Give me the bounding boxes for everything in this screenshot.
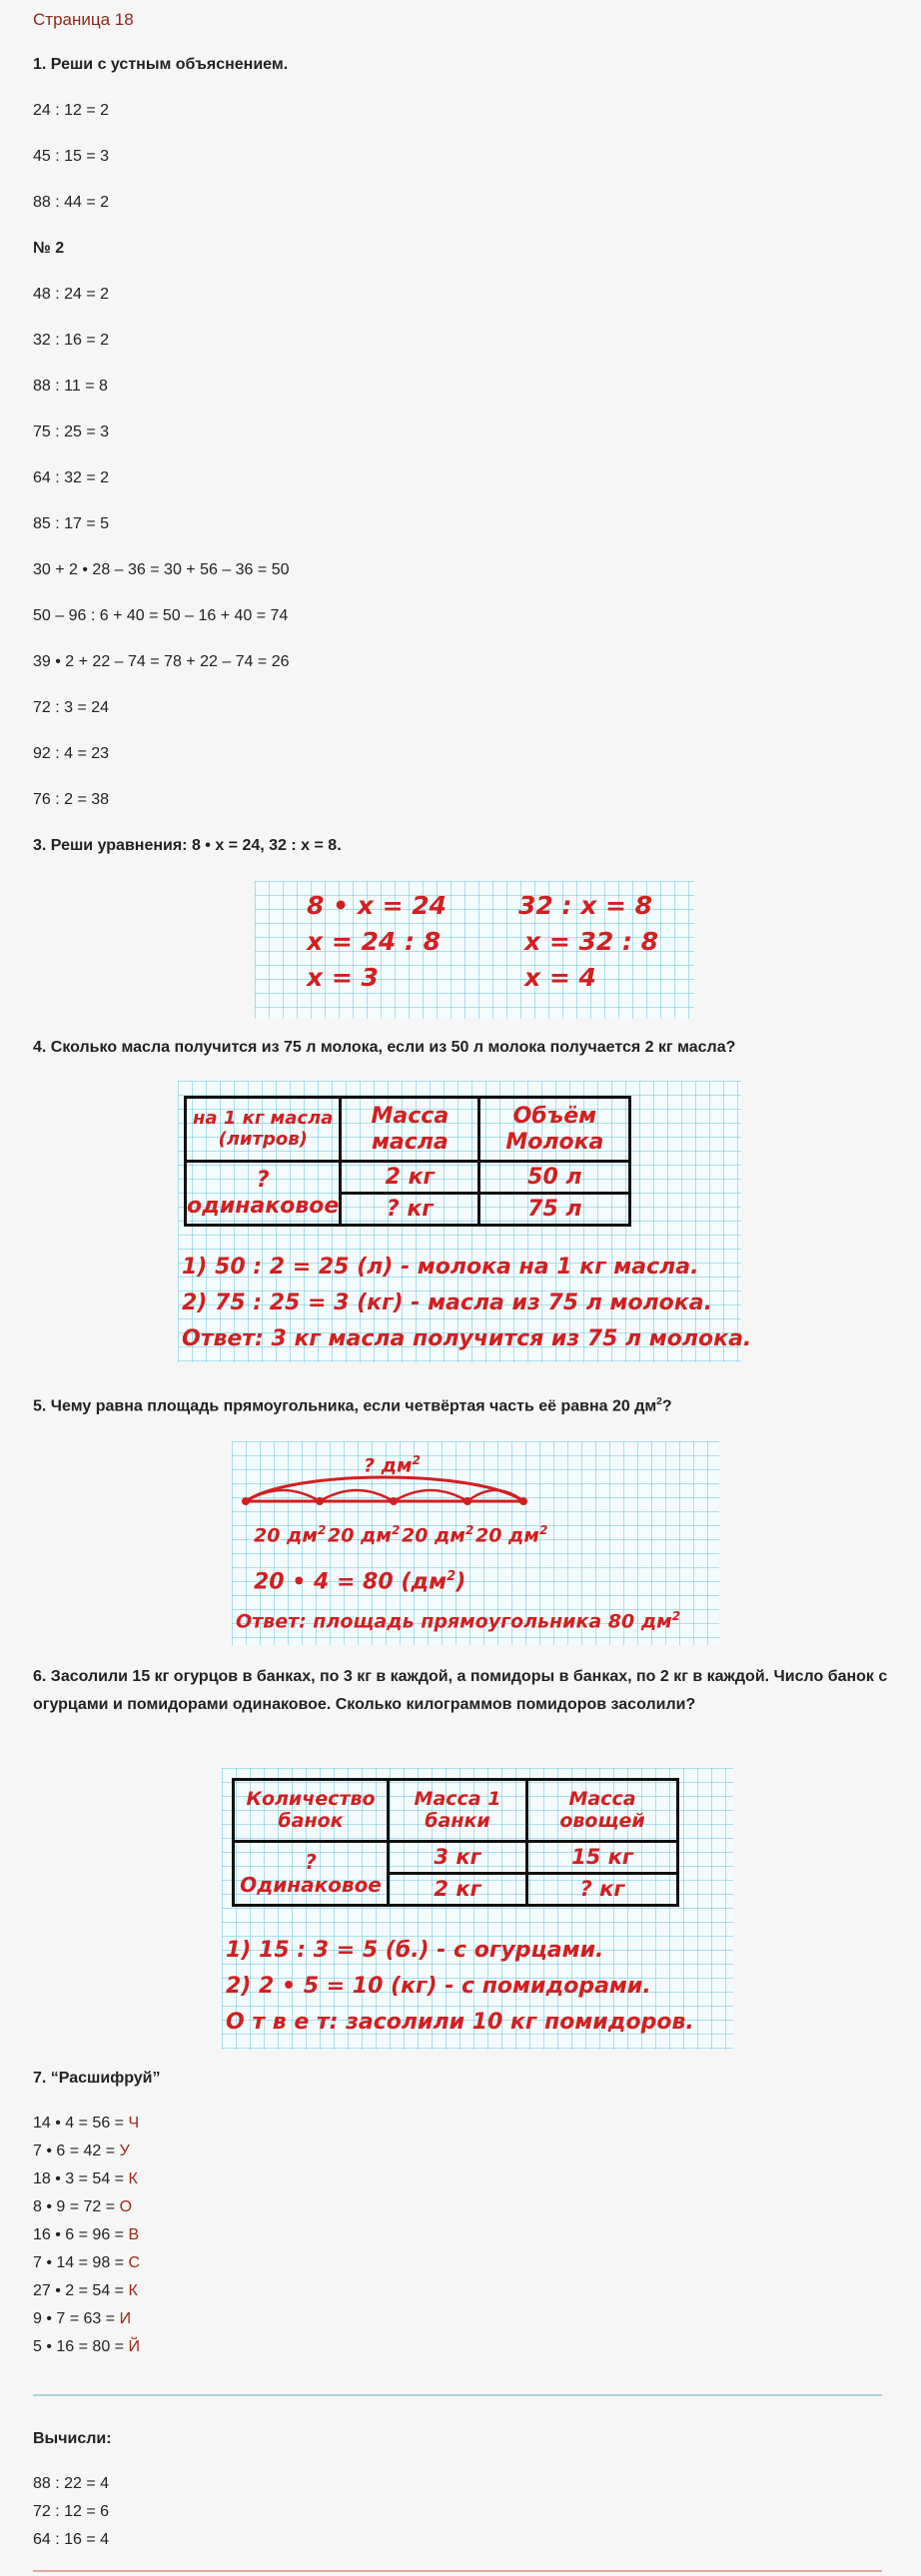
decode-letter: Ч (128, 2115, 140, 2132)
equation-line: x = 24 : 8 (307, 927, 442, 956)
calc-line (254, 1569, 465, 1594)
decode-expr: 5 • 16 = 80 = (33, 2338, 129, 2355)
calc-end: ) (456, 1569, 466, 1595)
decode-expr: 27 • 2 = 54 = (33, 2282, 129, 2299)
equation-line: x = 32 : 8 (524, 927, 659, 956)
table-cell-text: одинаковое (187, 1193, 340, 1219)
decode-row (33, 2338, 140, 2356)
task2-line: 30 + 2 • 28 – 36 = 30 + 56 – 36 = 50 (33, 561, 290, 578)
decode-expr: 18 • 3 = 54 = (33, 2170, 129, 2187)
table-header-text: Молока (505, 1129, 604, 1155)
label-text: 20 дм (254, 1524, 318, 1547)
compute-line: 88 : 22 = 4 (33, 2475, 110, 2492)
table-cell: 15 кг (527, 1842, 678, 1874)
task2-line: 85 : 17 = 5 (33, 515, 110, 532)
table-cell-text: Одинаковое (240, 1872, 382, 1897)
divider (33, 2394, 882, 2396)
table-header-text: Объём (512, 1104, 597, 1130)
solution-line: 1) 15 : 3 = 5 (б.) - с огурцами. (226, 1938, 604, 1963)
task5-heading (33, 1396, 672, 1415)
calc-text: 20 • 4 = 80 (дм (254, 1569, 448, 1595)
segment-point (316, 1497, 324, 1505)
decode-expr: 7 • 14 = 98 = (33, 2254, 129, 2271)
table-header-text: овощей (559, 1809, 645, 1832)
task2-line: 72 : 3 = 24 (33, 699, 110, 716)
table-header-text: банки (425, 1809, 490, 1832)
task3-grid-figure (255, 881, 694, 1019)
table-cell: 75 л (479, 1194, 630, 1226)
decode-expr: 8 • 9 = 72 = (33, 2198, 120, 2215)
task2-line: 92 : 4 = 23 (33, 745, 110, 762)
table-cell (234, 1842, 389, 1906)
table-cell: ? кг (341, 1194, 479, 1226)
table-header-text: (литров) (218, 1128, 308, 1150)
task1-heading: 1. Реши с устным объяснением. (33, 56, 289, 73)
decode-letter: В (128, 2226, 140, 2243)
table-header (389, 1780, 527, 1842)
decode-expr: 9 • 7 = 63 = (33, 2310, 120, 2327)
segment-point (519, 1497, 527, 1505)
decode-letter: И (119, 2310, 132, 2327)
table-header-text: Масса (371, 1104, 450, 1130)
task1-line: 88 : 44 = 2 (33, 194, 110, 211)
task7-heading: 7. “Расшифруй” (33, 2070, 161, 2087)
solution-line: О т в е т: засолили 10 кг помидоров. (226, 2010, 694, 2035)
part-arc (467, 1490, 523, 1501)
table-header-text: банок (278, 1809, 344, 1832)
part-label (328, 1523, 400, 1546)
table-header (186, 1098, 341, 1162)
table-cell-text: ? (256, 1168, 270, 1194)
task2-line: 64 : 32 = 2 (33, 469, 110, 486)
equation-line: x = 4 (524, 963, 596, 992)
task2-line: 48 : 24 = 2 (33, 286, 110, 303)
total-label (364, 1453, 421, 1476)
part-arc (394, 1490, 467, 1501)
table-cell: 50 л (479, 1162, 630, 1194)
label-sup: 2 (412, 1453, 421, 1467)
decode-expr: 16 • 6 = 96 = (33, 2226, 129, 2243)
decode-row (33, 2310, 131, 2328)
decode-row (33, 2143, 130, 2160)
part-arc (246, 1490, 320, 1501)
table-header (341, 1098, 479, 1162)
task4-grid-figure (178, 1081, 752, 1362)
task5-heading-sup: 2 (656, 1396, 662, 1407)
compute-line: 72 : 12 = 6 (33, 2503, 110, 2520)
task1-line: 24 : 12 = 2 (33, 102, 110, 119)
solution-line: 1) 50 : 2 = 25 (л) - молока на 1 кг масла. (182, 1255, 699, 1280)
table-header-text: Масса 1 (414, 1787, 501, 1810)
task2-line: 39 • 2 + 22 – 74 = 78 + 22 – 74 = 26 (33, 653, 290, 670)
table-cell-text: ? (305, 1849, 317, 1874)
label-sup: 2 (391, 1523, 401, 1537)
task5-heading-end: ? (661, 1397, 672, 1415)
answer-line (236, 1609, 680, 1632)
decode-row (33, 2254, 140, 2272)
solution-line: Ответ: 3 кг масла получится из 75 л молока. (182, 1326, 752, 1351)
page-title: Страница 18 (33, 10, 134, 29)
task4-heading: 4. Сколько масла получится из 75 л молока, если из 50 л молока получается 2 кг масла? (33, 1039, 736, 1056)
task4-table (184, 1096, 631, 1227)
task2-line: 75 : 25 = 3 (33, 424, 110, 440)
solution-line: 2) 2 • 5 = 10 (кг) - с помидорами. (226, 1974, 651, 1999)
equation-line: 32 : x = 8 (518, 891, 653, 920)
table-cell (186, 1162, 341, 1226)
label-text: 20 дм (328, 1524, 392, 1547)
label-text: 20 дм (475, 1524, 539, 1547)
task3-heading: 3. Реши уравнения: 8 • x = 24, 32 : x = 8. (33, 837, 342, 854)
part-arc (320, 1490, 394, 1501)
label-sup: 2 (538, 1523, 548, 1537)
equation-line: x = 3 (307, 963, 379, 992)
answer-text: Ответ: площадь прямоугольника 80 дм (236, 1610, 672, 1633)
decode-letter: О (119, 2198, 133, 2215)
task5-grid-figure (232, 1441, 719, 1645)
table-header (527, 1780, 678, 1842)
table-cell: ? кг (527, 1874, 678, 1906)
segment-point (390, 1497, 398, 1505)
table-header-text: на 1 кг масла (192, 1107, 334, 1129)
segment-point (463, 1497, 471, 1505)
calc-sup: 2 (447, 1569, 457, 1584)
table-header-text: масла (371, 1129, 449, 1155)
table-header (234, 1780, 389, 1842)
answer-sup: 2 (671, 1609, 681, 1623)
solution-line: 2) 75 : 25 = 3 (кг) - масла из 75 л молока. (182, 1290, 712, 1315)
decode-letter: С (128, 2254, 141, 2271)
task5-heading-text: 5. Чему равна площадь прямоугольника, если четвёртая часть её равна 20 дм (33, 1397, 657, 1415)
compute-line: 64 : 16 = 4 (33, 2531, 110, 2548)
label-text: 20 дм (402, 1524, 465, 1547)
decode-row (33, 2282, 138, 2300)
table-header (479, 1098, 630, 1162)
table-cell: 2 кг (389, 1874, 527, 1906)
task2-line: 76 : 2 = 38 (33, 791, 110, 808)
task6-grid-figure (222, 1768, 733, 2050)
decode-letter: У (119, 2143, 130, 2159)
equation-line: 8 • x = 24 (307, 891, 448, 920)
part-label (402, 1523, 473, 1546)
table-cell: 2 кг (341, 1162, 479, 1194)
decode-letter: К (128, 2282, 138, 2299)
table-cell: 3 кг (389, 1842, 527, 1874)
task2-line: 88 : 11 = 8 (33, 378, 108, 395)
label-sup: 2 (317, 1523, 327, 1537)
task6-heading: 6. Засолили 15 кг огурцов в банках, по 3 кг в каждой, а помидоры в банках, по 2 кг в каждой. Число банок с огурцами и помидорами одинаковое. Сколько килограммов помидоров засолили? (33, 1668, 888, 1713)
compute-heading: Вычисли: (33, 2430, 112, 2447)
label-sup: 2 (464, 1523, 474, 1537)
task2-line: 32 : 16 = 2 (33, 332, 110, 349)
decode-expr: 7 • 6 = 42 = (33, 2143, 120, 2159)
segment-point (242, 1497, 250, 1505)
task2-line: 50 – 96 : 6 + 40 = 50 – 16 + 40 = 74 (33, 607, 289, 624)
task1-line: 45 : 15 = 3 (33, 148, 110, 165)
part-label (254, 1523, 326, 1546)
task2-heading: № 2 (33, 240, 65, 257)
table-header-text: Масса (568, 1787, 636, 1810)
decode-row (33, 2198, 132, 2216)
decode-expr: 14 • 4 = 56 = (33, 2115, 129, 2132)
table-header-text: Количество (246, 1787, 376, 1810)
part-label (475, 1523, 547, 1546)
label-text: ? дм (364, 1454, 413, 1477)
decode-letter: Й (128, 2338, 140, 2355)
task6-table (232, 1778, 679, 1907)
decode-letter: К (128, 2170, 138, 2187)
decode-row (33, 2170, 138, 2188)
decode-row (33, 2115, 139, 2133)
divider (33, 2570, 882, 2572)
decode-row (33, 2226, 139, 2244)
